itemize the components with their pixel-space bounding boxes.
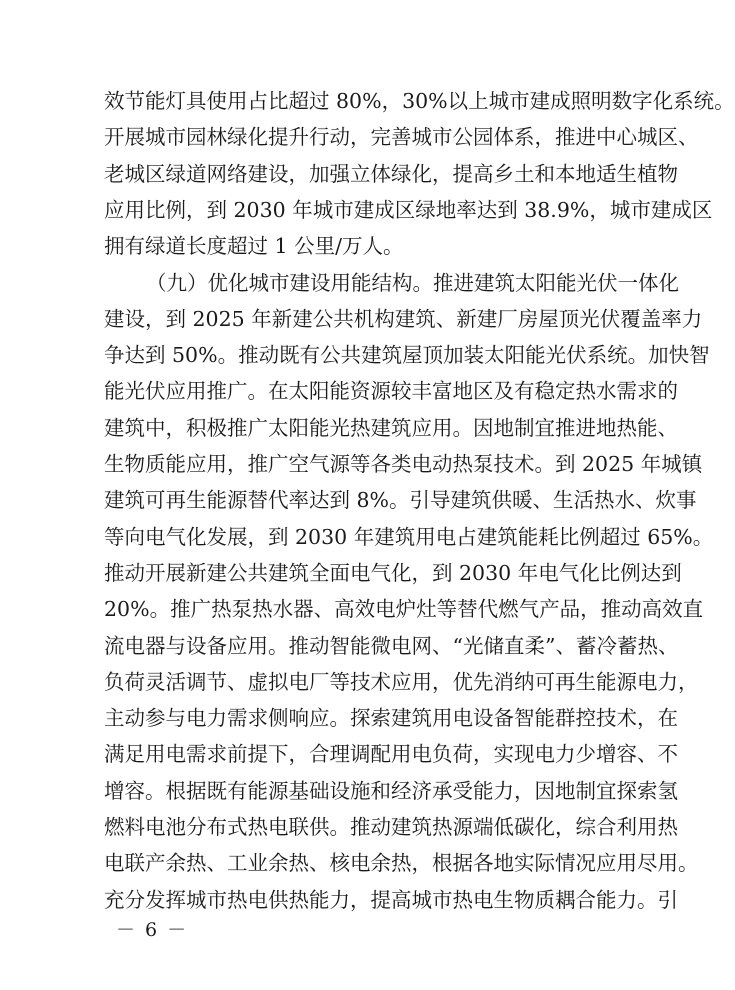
section-heading-line: （九）优化城市建设用能结构。推进建筑太阳能光伏一体化 xyxy=(146,271,679,295)
paragraph-line-7: 建设，到 2025 年新建公共机构建筑、新建厂房屋顶光伏覆盖率力 xyxy=(104,307,703,331)
paragraph-line-22: 电联产余热、工业余热、核电余热，根据各地实际情况应用尽用。 xyxy=(104,851,699,875)
paragraph-line-19: 满足用电需求前提下，合理调配用电负荷，实现电力少增容、不 xyxy=(104,742,678,766)
paragraph-line-9: 能光伏应用推广。在太阳能资源较丰富地区及有稳定热水需求的 xyxy=(104,379,678,403)
paragraph-line-14: 推动开展新建公共建筑全面电气化，到 2030 年电气化比例达到 xyxy=(104,561,682,585)
paragraph-line-15: 20%。推广热泵热水器、高效电炉灶等替代燃气产品，推动高效直 xyxy=(104,597,704,621)
paragraph-line-8: 争达到 50%。推动既有公共建筑屋顶加装太阳能光伏系统。加快智 xyxy=(104,343,710,367)
paragraph-line-1: 效节能灯具使用占比超过 80%，30%以上城市建成照明数字化系统。 xyxy=(104,89,735,113)
page-number: － 6 － xyxy=(116,919,189,941)
paragraph-line-5: 拥有绿道长度超过 1 公里/万人。 xyxy=(104,234,404,258)
paragraph-line-20: 增容。根据既有能源基础设施和经济承受能力，因地制宜探索氢 xyxy=(104,779,678,803)
paragraph-line-3: 老城区绿道网络建设，加强立体绿化，提高乡土和本地适生植物 xyxy=(104,162,678,186)
paragraph-line-10: 建筑中，积极推广太阳能光热建筑应用。因地制宜推进地热能、 xyxy=(104,416,678,440)
paragraph-line-4: 应用比例，到 2030 年城市建成区绿地率达到 38.9%，城市建成区 xyxy=(104,198,713,222)
paragraph-line-23: 充分发挥城市热电供热能力，提高城市热电生物质耦合能力。引 xyxy=(104,888,678,912)
paragraph-line-11: 生物质能应用，推广空气源等各类电动热泵技术。到 2025 年城镇 xyxy=(104,452,703,476)
paragraph-line-12: 建筑可再生能源替代率达到 8%。引导建筑供暖、生活热水、炊事 xyxy=(104,488,697,512)
paragraph-line-16: 流电器与设备应用。推动智能微电网、“光储直柔”、蓄冷蓄热、 xyxy=(104,634,679,658)
paragraph-line-18: 主动参与电力需求侧响应。探索建筑用电设备智能群控技术，在 xyxy=(104,706,678,730)
paragraph-line-17: 负荷灵活调节、虚拟电厂等技术应用，优先消纳可再生能源电力， xyxy=(104,670,699,694)
paragraph-line-2: 开展城市园林绿化提升行动，完善城市公园体系，推进中心城区、 xyxy=(104,125,699,149)
paragraph-line-13: 等向电气化发展，到 2030 年建筑用电占建筑能耗比例超过 65%。 xyxy=(104,525,714,549)
paragraph-line-21: 燃料电池分布式热电联供。推动建筑热源端低碳化，综合利用热 xyxy=(104,815,678,839)
